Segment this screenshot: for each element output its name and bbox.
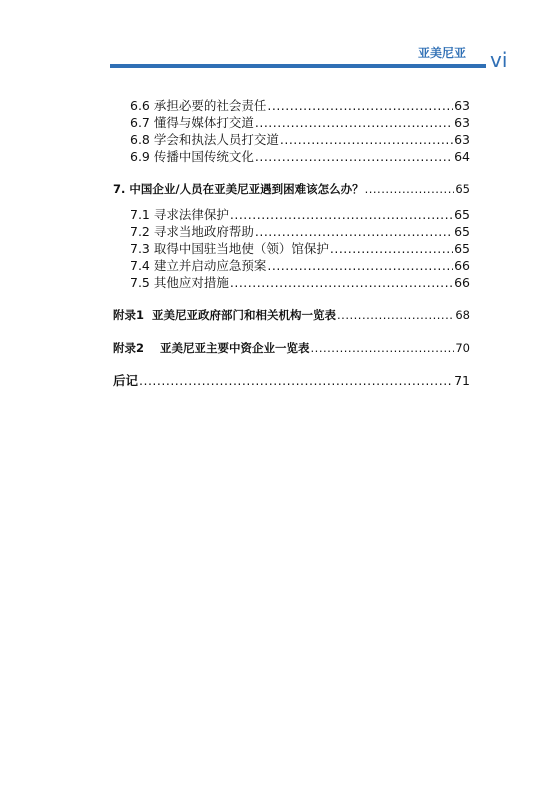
- entry-number: 7.1: [130, 207, 150, 222]
- toc-entry-6-7[interactable]: [130, 114, 470, 131]
- entry-title: 传播中国传统文化: [153, 149, 254, 164]
- entry-title: 亚美尼亚主要中资企业一览表: [160, 341, 310, 355]
- toc-entry-7-4[interactable]: [130, 257, 470, 274]
- toc-entry-6-8[interactable]: [130, 131, 470, 148]
- entry-page: 63: [454, 115, 470, 130]
- entry-title: 承担必要的社会责任: [153, 98, 267, 113]
- entry-title: 后记: [113, 373, 139, 388]
- entry-title: 寻求法律保护: [153, 207, 229, 222]
- dot-leader: [139, 372, 453, 389]
- entry-title: 寻求当地政府帮助: [153, 224, 254, 239]
- entry-page: 65: [454, 207, 470, 222]
- toc-entry-7[interactable]: [113, 181, 470, 198]
- dot-leader: [255, 223, 453, 240]
- toc-entry-7-3[interactable]: [130, 240, 470, 257]
- toc-entry-7-2[interactable]: [130, 223, 470, 240]
- toc-entry-7-1[interactable]: [130, 206, 470, 223]
- header-rule: [110, 64, 486, 68]
- dot-leader: [230, 274, 453, 291]
- toc-entry-appendix-2[interactable]: [113, 340, 470, 357]
- dot-leader: [267, 257, 453, 274]
- entry-title: 取得中国驻当地使（领）馆保护: [153, 241, 329, 256]
- entry-page: 71: [454, 373, 470, 388]
- dot-leader: [365, 181, 455, 198]
- entry-title: 建立并启动应急预案: [153, 258, 267, 273]
- entry-page: 65: [454, 224, 470, 239]
- page-number: vi: [490, 48, 508, 72]
- entry-number: 7.5: [130, 275, 150, 290]
- entry-number: 7.2: [130, 224, 150, 239]
- entry-title: 懂得与媒体打交道: [153, 115, 254, 130]
- dot-leader: [230, 206, 453, 223]
- entry-number: 6.8: [130, 132, 150, 147]
- dot-leader: [267, 97, 453, 114]
- entry-title: 亚美尼亚政府部门和相关机构一览表: [152, 308, 337, 322]
- entry-number: 6.7: [130, 115, 150, 130]
- entry-page: 70: [455, 341, 470, 355]
- header-title: 亚美尼亚: [418, 46, 467, 60]
- dot-leader: [280, 131, 453, 148]
- entry-title: 中国企业/人员在亚美尼亚遇到困难该怎么办？: [129, 182, 364, 196]
- entry-page: 66: [454, 258, 470, 273]
- dot-leader: [255, 114, 453, 131]
- dot-leader: [311, 340, 455, 357]
- toc-entry-afterword[interactable]: [113, 372, 470, 389]
- entry-page: 63: [454, 98, 470, 113]
- entry-page: 68: [455, 308, 470, 322]
- toc-entry-6-9[interactable]: [130, 148, 470, 165]
- entry-number: 7.3: [130, 241, 150, 256]
- entry-number: 附录1: [113, 308, 145, 322]
- entry-number: 6.9: [130, 149, 150, 164]
- entry-number: 6.6: [130, 98, 150, 113]
- entry-number: 7.: [113, 182, 126, 196]
- toc-entry-6-6[interactable]: [130, 97, 470, 114]
- entry-page: 63: [454, 132, 470, 147]
- dot-leader: [255, 148, 453, 165]
- entry-page: 65: [454, 241, 470, 256]
- entry-number: 7.4: [130, 258, 150, 273]
- dot-leader: [330, 240, 453, 257]
- toc-entry-7-5[interactable]: [130, 274, 470, 291]
- entry-title: 学会和执法人员打交道: [153, 132, 279, 147]
- entry-number: 附录2: [113, 341, 145, 355]
- entry-page: 66: [454, 275, 470, 290]
- entry-page: 65: [455, 182, 470, 196]
- toc-entry-appendix-1[interactable]: [113, 307, 470, 324]
- dot-leader: [337, 307, 454, 324]
- entry-title: 其他应对措施: [153, 275, 229, 290]
- entry-page: 64: [454, 149, 470, 164]
